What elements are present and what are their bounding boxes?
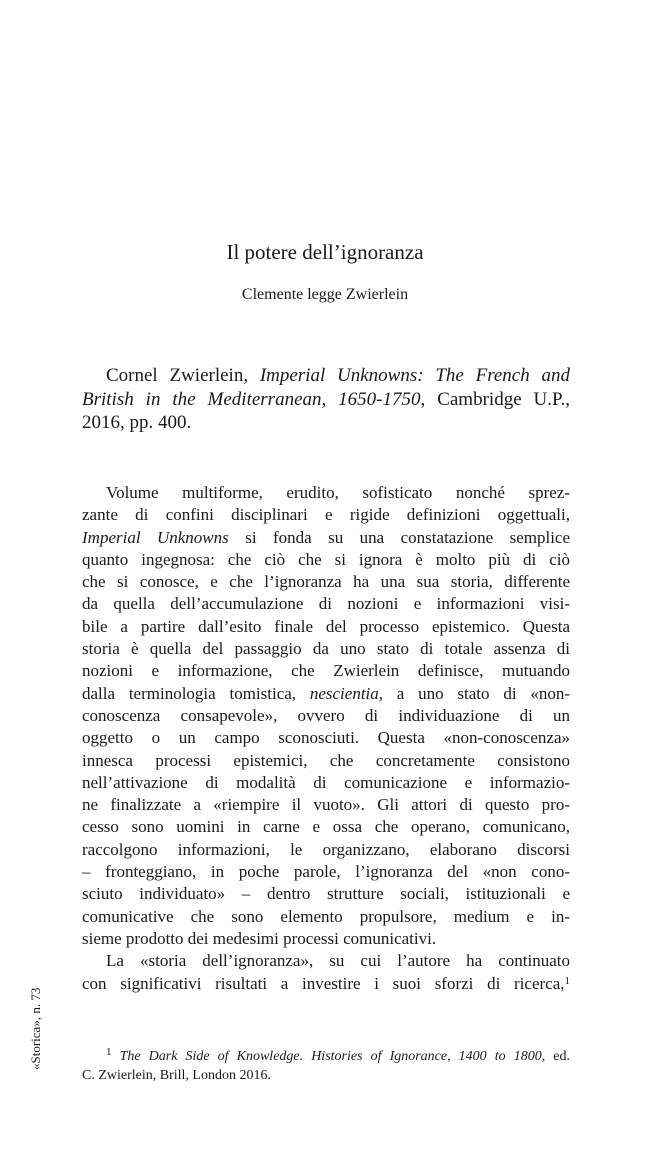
body-line: cesso sono uomini in carne e ossa che operano, comunicano, [82, 817, 570, 837]
footnote [82, 1047, 570, 1085]
book-title-mention: Imperial Unknowns [82, 527, 229, 547]
citation-title-part-1: Imperial Unknowns: The French and [259, 365, 570, 386]
review-body [82, 482, 570, 995]
body-line: oggetto o un campo sconosciuti. Questa «non-conoscenza» [82, 728, 570, 748]
body-line-text: dalla terminologia tomistica, [82, 683, 310, 703]
citation-title-part-2: British in the Mediterranean, 1650-1750 [82, 388, 421, 410]
body-line: da quella dell’accumulazione di nozioni e informazioni visi- [82, 594, 570, 614]
body-line: raccolgono informazioni, le organizzano, elaborano discorsi [82, 839, 570, 859]
citation-line-2 [82, 388, 570, 412]
body-line: La «storia dell’ignoranza», su cui l’autore ha continuato [106, 951, 570, 971]
book-citation [82, 364, 570, 435]
footnote-reference[interactable]: 1 [564, 974, 570, 987]
citation-line-3: 2016, pp. 400. [82, 412, 192, 433]
article-subtitle: Clemente legge Zwierlein [241, 286, 409, 303]
body-line: zante di confini disciplinari e rigide definizioni oggettuali, [82, 505, 570, 525]
citation-publisher: , Cambridge U.P., [420, 388, 570, 410]
footnote-number: 1 [106, 1046, 112, 1058]
journal-issue-label: «Storica», n. 73 [28, 987, 43, 1070]
body-line: innesca processi epistemici, che concretamente consistono [82, 750, 570, 770]
body-line: comunicative che sono elemento propulsore, medium e in- [82, 906, 570, 926]
citation-line-1 [82, 364, 570, 388]
body-line-text: con significativi risultati a investire i suoi sforzi di ricerca, [82, 973, 565, 993]
body-line: Volume multiforme, erudito, sofisticato nonché sprez- [106, 483, 570, 502]
footnote-text: , ed. [541, 1049, 571, 1064]
footnote-line-1 [82, 1047, 570, 1066]
body-line [82, 973, 570, 995]
footnote-book-title: The Dark Side of Knowledge. Histories of Ignorance, 1400 to 1800 [119, 1049, 542, 1064]
body-line: – fronteggiano, in poche parole, l’ignoranza del «non cono- [82, 862, 570, 882]
citation-author: Cornel Zwierlein, [106, 365, 249, 386]
body-line [82, 683, 570, 705]
body-line: sciuto individuato» – dentro strutture sociali, istituzionali e [82, 884, 570, 904]
body-line: nozioni e informazione, che Zwierlein definisce, mutuando [82, 661, 570, 681]
body-line: sieme prodotto dei medesimi processi comunicativi. [82, 928, 437, 948]
body-line: conoscenza consapevole», ovvero di individuazione di un [82, 705, 570, 725]
article-title: Il potere dell’ignoranza [226, 240, 424, 264]
body-line: che si conosce, e che l’ignoranza ha una sua storia, differente [82, 572, 570, 592]
nescientia-term: nescientia [309, 683, 379, 703]
body-line-text: , a uno stato di «non- [378, 683, 570, 703]
body-line: quanto ingegnosa: che ciò che si ignora è molto più di ciò [82, 549, 570, 569]
footnote-line-2: C. Zwierlein, Brill, London 2016. [82, 1068, 271, 1083]
body-line: ne finalizzate a «riempire il vuoto». Gli attori di questo pro- [82, 795, 570, 815]
body-line: storia è quella del passaggio da uno stato di totale assenza di [82, 639, 570, 659]
body-line: nell’attivazione di modalità di comunicazione e informazio- [82, 772, 570, 792]
body-line [82, 527, 570, 549]
body-line: bile a partire dall’esito finale del processo epistemico. Questa [82, 616, 570, 636]
body-line-text: si fonda su una constatazione semplice [228, 527, 571, 547]
